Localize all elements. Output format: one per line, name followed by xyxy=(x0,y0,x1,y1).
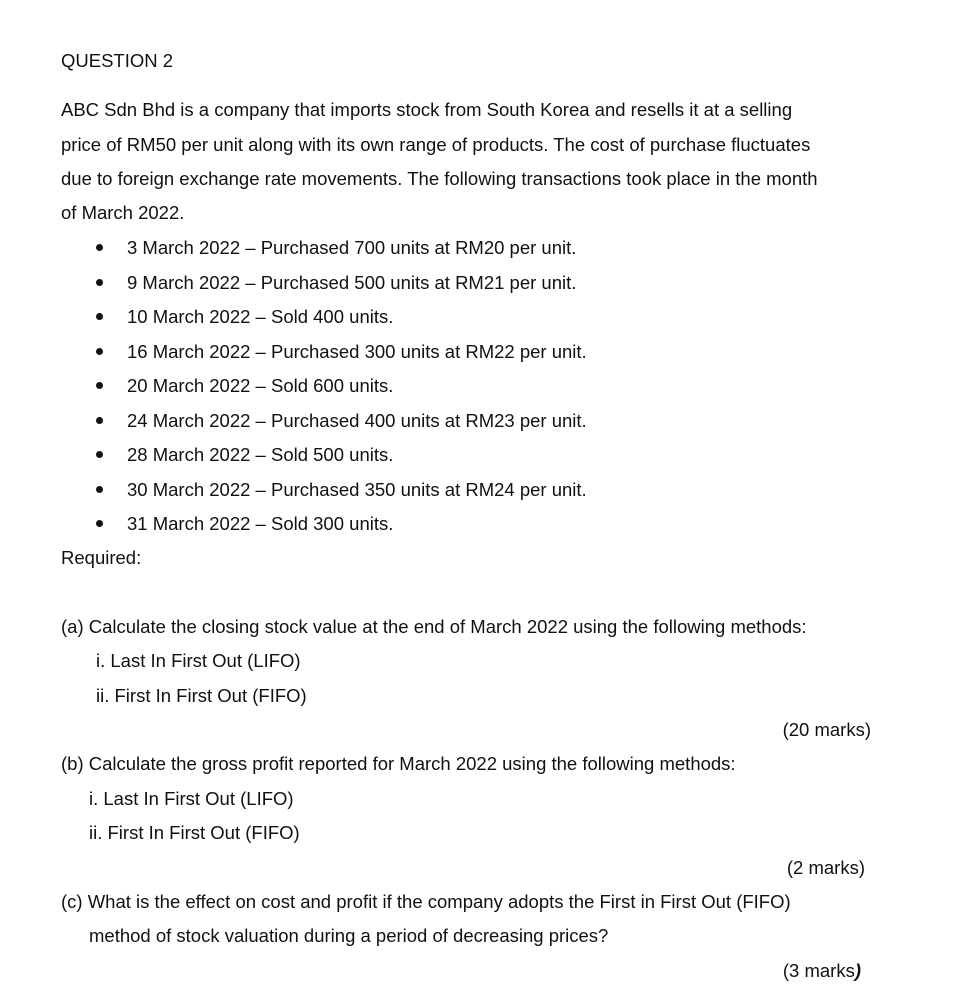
part-b-question: (b) Calculate the gross profit reported for March 2022 using the following methods: xyxy=(61,753,736,774)
part-c-marks-close: ) xyxy=(854,960,861,981)
part-a-marks: (20 marks) xyxy=(782,719,871,740)
list-item: 30 March 2022 – Purchased 350 units at RM24 per unit. xyxy=(127,479,587,500)
list-item: 20 March 2022 – Sold 600 units. xyxy=(127,375,394,396)
bullet-icon xyxy=(96,244,103,251)
list-item: 24 March 2022 – Purchased 400 units at RM23 per unit. xyxy=(127,410,587,431)
part-a-question: (a) Calculate the closing stock value at the end of March 2022 using the following methods: xyxy=(61,616,807,637)
part-c-marks-text: (3 marks xyxy=(782,960,855,981)
intro-line: price of RM50 per unit along with its own range of products. The cost of purchase fluctuates xyxy=(61,134,811,155)
list-item: 31 March 2022 – Sold 300 units. xyxy=(127,513,394,534)
required-label: Required: xyxy=(61,547,142,568)
part-c-question: method of stock valuation during a period of decreasing prices? xyxy=(89,925,609,946)
intro-line: due to foreign exchange rate movements. The following transactions took place in the month xyxy=(61,168,818,189)
part-c-marks xyxy=(783,960,861,982)
part-a-item: ii. First In First Out (FIFO) xyxy=(96,685,307,706)
question-title: QUESTION 2 xyxy=(61,50,174,71)
list-item: 16 March 2022 – Purchased 300 units at RM22 per unit. xyxy=(127,341,587,362)
part-b-item: ii. First In First Out (FIFO) xyxy=(89,822,300,843)
bullet-icon xyxy=(96,348,103,355)
intro-line: ABC Sdn Bhd is a company that imports stock from South Korea and resells it at a selling xyxy=(61,99,793,120)
list-item: 28 March 2022 – Sold 500 units. xyxy=(127,444,394,465)
part-b-marks: (2 marks) xyxy=(786,857,865,878)
part-b-item: i. Last In First Out (LIFO) xyxy=(89,788,294,809)
intro-line: of March 2022. xyxy=(61,202,185,223)
bullet-icon xyxy=(96,451,103,458)
bullet-icon xyxy=(96,382,103,389)
bullet-icon xyxy=(96,417,103,424)
bullet-icon xyxy=(96,486,103,493)
part-a-item: i. Last In First Out (LIFO) xyxy=(96,650,301,671)
list-item: 3 March 2022 – Purchased 700 units at RM20 per unit. xyxy=(127,237,577,258)
bullet-icon xyxy=(96,520,103,527)
bullet-icon xyxy=(96,279,103,286)
bullet-icon xyxy=(96,313,103,320)
part-c-question: (c) What is the effect on cost and profit if the company adopts the First in First Out (FIFO) xyxy=(61,891,791,912)
list-item: 9 March 2022 – Purchased 500 units at RM21 per unit. xyxy=(127,272,577,293)
list-item: 10 March 2022 – Sold 400 units. xyxy=(127,306,394,327)
